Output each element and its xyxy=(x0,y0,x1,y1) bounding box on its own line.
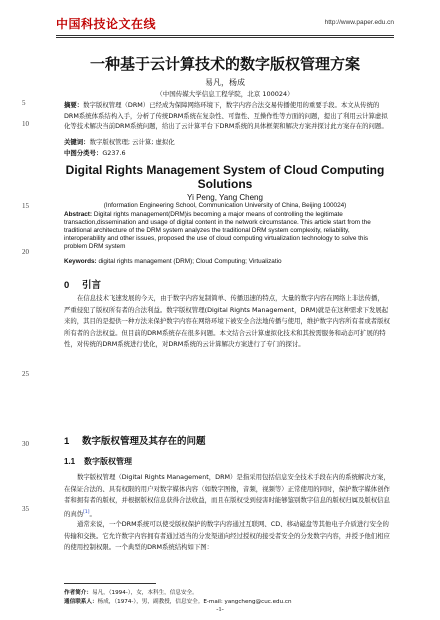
section-number: 1 xyxy=(64,436,70,447)
abstract-en xyxy=(64,211,390,251)
subsection-heading-drm xyxy=(64,456,132,467)
footnote-rule xyxy=(64,583,156,584)
section-number: 0 xyxy=(64,280,70,291)
subsection-number: 1.1 xyxy=(64,457,76,466)
classification-cn-text: G237.6 xyxy=(102,149,126,157)
header-rule xyxy=(56,35,394,36)
header-rule-thin xyxy=(56,37,394,38)
abstract-en-text: Digital rights management(DRM)is becoming a major means of controlling the legitimate transaction,dissemination and usage of digital content in the network circumstance. This article start from the traditional architecture of the DRM system analyzes the traditional DRM system complexity, reliability, interoperability and other issues, proposed the use of cloud computing virtualization technology to solve this problem DRM system xyxy=(64,211,371,250)
line-number: 20 xyxy=(22,248,29,256)
paper-title-en: Digital Rights Management System of Cloud Computing Solutions xyxy=(65,163,385,191)
abstract-cn xyxy=(64,100,390,132)
classification-cn-label: 中图分类号： xyxy=(64,149,103,157)
affiliation-cn: （中国传媒大学信息工程学院，北京 100024） xyxy=(156,90,294,98)
section-title: 数字版权管理及其存在的问题 xyxy=(82,436,206,447)
paper-title-cn: 一种基于云计算技术的数字版权管理方案 xyxy=(89,55,360,73)
drm-system-paragraph: 通常来说，一个DRM系统可以使受版权保护的数字内容通过互联网、CD、移动磁盘等其他电子介质进行安全的传输和交换。它允许数字内容拥有者通过适当的分发渠道向经过授权的接受者安全的分发数字内容，并授予他们相应的使用控制权限。一个典型的DRM系统结构如下图： xyxy=(64,520,390,552)
authors-en: Yi Peng, Yang Cheng xyxy=(187,193,263,202)
journal-header xyxy=(56,13,394,33)
section-heading-drm xyxy=(64,433,206,447)
affiliation-en: (Information Engineering School, Communication University of China, Beijing 100024) xyxy=(103,202,347,209)
citation-link[interactable]: [1] xyxy=(83,509,90,515)
journal-url[interactable]: http://www.paper.edu.cn xyxy=(324,19,394,26)
keywords-en-label: Keywords: xyxy=(64,258,97,265)
line-number: 35 xyxy=(22,505,29,513)
section-title: 引言 xyxy=(82,280,102,291)
footnote-author: 作者简介：易凡，（1994-），女，本科生，信息安全。 xyxy=(64,590,198,596)
keywords-cn-text: 数字版权管理; 云计算; 虚拟化 xyxy=(89,138,175,146)
keywords-cn xyxy=(64,137,390,146)
abstract-en-label: Abstract: xyxy=(64,211,93,218)
line-number: 25 xyxy=(22,370,29,378)
authors-cn: 易凡，杨成 xyxy=(205,78,245,87)
section-heading-intro xyxy=(64,277,101,291)
footnote-contact: 通信联系人：杨成，（1974-），男，副教授，信息安全。E-mail: yangcheng@cuc.edu.cn xyxy=(64,599,292,605)
keywords-en xyxy=(64,258,390,265)
line-number: 10 xyxy=(22,120,29,128)
classification-cn xyxy=(64,148,390,157)
keywords-cn-label: 关键词： xyxy=(64,138,90,146)
journal-logo: 中国科技论文在线 xyxy=(56,17,157,31)
subsection-title: 数字版权管理 xyxy=(84,457,132,466)
abstract-cn-text: 数字版权管理（DRM）已经成为保障网络环境下，数字内容合法交易传播使用的重要手段。本文从传统的DRM系统体系结构入手，分析了传统DRM系统在复杂性、可靠性、互操作性等方面的问题，提出了利用云计算虚拟化等技术解决当前DRM系统问题，给出了云计算平台下DRM系统的具体框架和解决方案并探讨此方案存在的问题。 xyxy=(64,101,388,130)
page-number: -1- xyxy=(216,606,224,613)
keywords-en-text: digital rights management (DRM); Cloud Computing; Virtualizatio xyxy=(96,258,282,265)
line-number: 5 xyxy=(22,99,26,107)
line-number: 30 xyxy=(22,440,29,448)
abstract-cn-label: 摘要： xyxy=(64,101,84,109)
line-number: 15 xyxy=(22,202,29,210)
intro-paragraph: 在信息技术飞速发展的今天，由于数字内容复制简单、传播迅速的特点，大量的数字内容在网络上非法传播，严重侵犯了版权所有者的合法利益。数字版权管理(Digital Rights Management，DRM)就是在这种需求下发展起来的，其目的是提供一种方法来保护数字内容在网络环境下被安全合法地传播与使用，维护数字内容所有者或者版权所有者的合法权益。但目前的DRM系统存在很多问题。本文结合云计算虚拟化技术和其按需服务和动态可扩展的特性，对传统的DRM系统进行优化，对DRM系统的云计算解决方案进行了专门的探讨。 xyxy=(64,294,390,349)
drm-definition-paragraph: 数字版权管理（Digital Rights Management，DRM）是指采用包括信息安全技术手段在内的系统解决方案，在保证合法的、具有权限的用户对数字媒体内容（如数字图像，音频，视频等）正常使用的同时，保护数字媒体创作者和拥有者的版权，并根据版权信息获得合法收益，而且在版权受到侵害时能够鉴别数字信息的版权归属及版权信息的真伪[1]。 xyxy=(64,473,390,518)
